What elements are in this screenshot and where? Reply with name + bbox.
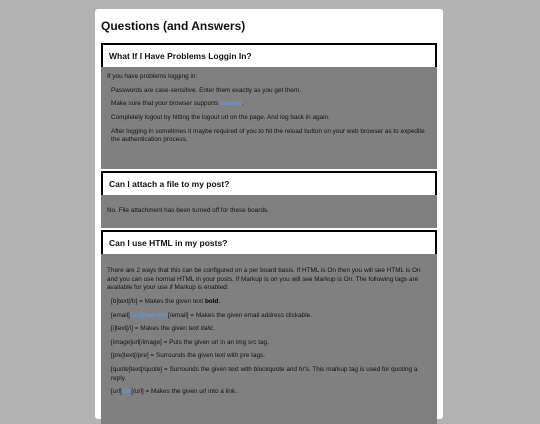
faq-question-attach [101, 171, 437, 195]
faq-answer-attach [101, 195, 437, 228]
page-title: Questions (and Answers) [101, 19, 246, 33]
markup-tag-item: [i]text[/i] = Makes the given text italic. [111, 325, 216, 333]
faq-question-login [101, 43, 437, 67]
faq-answer-login-item: Completely logout by hitting the logout url on the page. And log back in again. [111, 113, 330, 121]
markup-tag-item: [url]link[/url] = Makes the given url into a link. [111, 388, 237, 396]
faq-question-login-title: What If I Have Problems Loggin In? [109, 51, 252, 61]
markup-tag-item: [pre]text[/pre] = Surrounds the given text with pre tags. [111, 352, 265, 360]
markup-tag-item: [email]foo@bar.com[/email] = Makes the given email address clickable. [111, 311, 312, 319]
faq-answer-html-intro: There are 2 ways that this can be configured on a per board basis. If HTML is On then you will see HTML is On and you can use normal HTML in your posts. If Markup is on you will see Markup is On. The following tags are available for your use if Markup is enabled: [107, 267, 421, 292]
faq-answer-login-item: Make sure that your browser supports cookies. [111, 100, 244, 108]
faq-answer-login-item: After logging in sometimes it maybe required of you to hit the reload button on your web browser as to expedite the authentication process. [111, 127, 425, 144]
faq-question-attach-title: Can I attach a file to my post? [109, 179, 230, 189]
faq-answer-login-item: Passwords are case-sensitive. Enter them exactly as you get them. [111, 86, 302, 94]
faq-answer-attach-text: No. File attachment has been turned off for these boards. [107, 207, 269, 214]
faq-answer-login [101, 67, 437, 169]
faq-question-html-title: Can I use HTML in my posts? [109, 238, 228, 248]
markup-tag-item: [image]url[/image] = Puts the given url in an img src tag. [111, 338, 269, 346]
faq-answer-login-intro: If you have problems logging in: [107, 73, 198, 80]
url-example-link[interactable]: link [121, 388, 132, 396]
faq-answer-html [101, 254, 437, 424]
markup-tag-item: [b]text[/b] = Makes the given text bold. [111, 297, 221, 305]
email-example-link[interactable]: foo@bar.com [129, 311, 168, 319]
cookies-link[interactable]: cookies [220, 100, 242, 108]
faq-panel [95, 9, 443, 419]
faq-question-html [101, 230, 437, 254]
markup-tag-item: [quote]text[/quote] = Surrounds the given text with blockquote and hr's. This markup tag is used for quoting a reply. [111, 366, 418, 382]
